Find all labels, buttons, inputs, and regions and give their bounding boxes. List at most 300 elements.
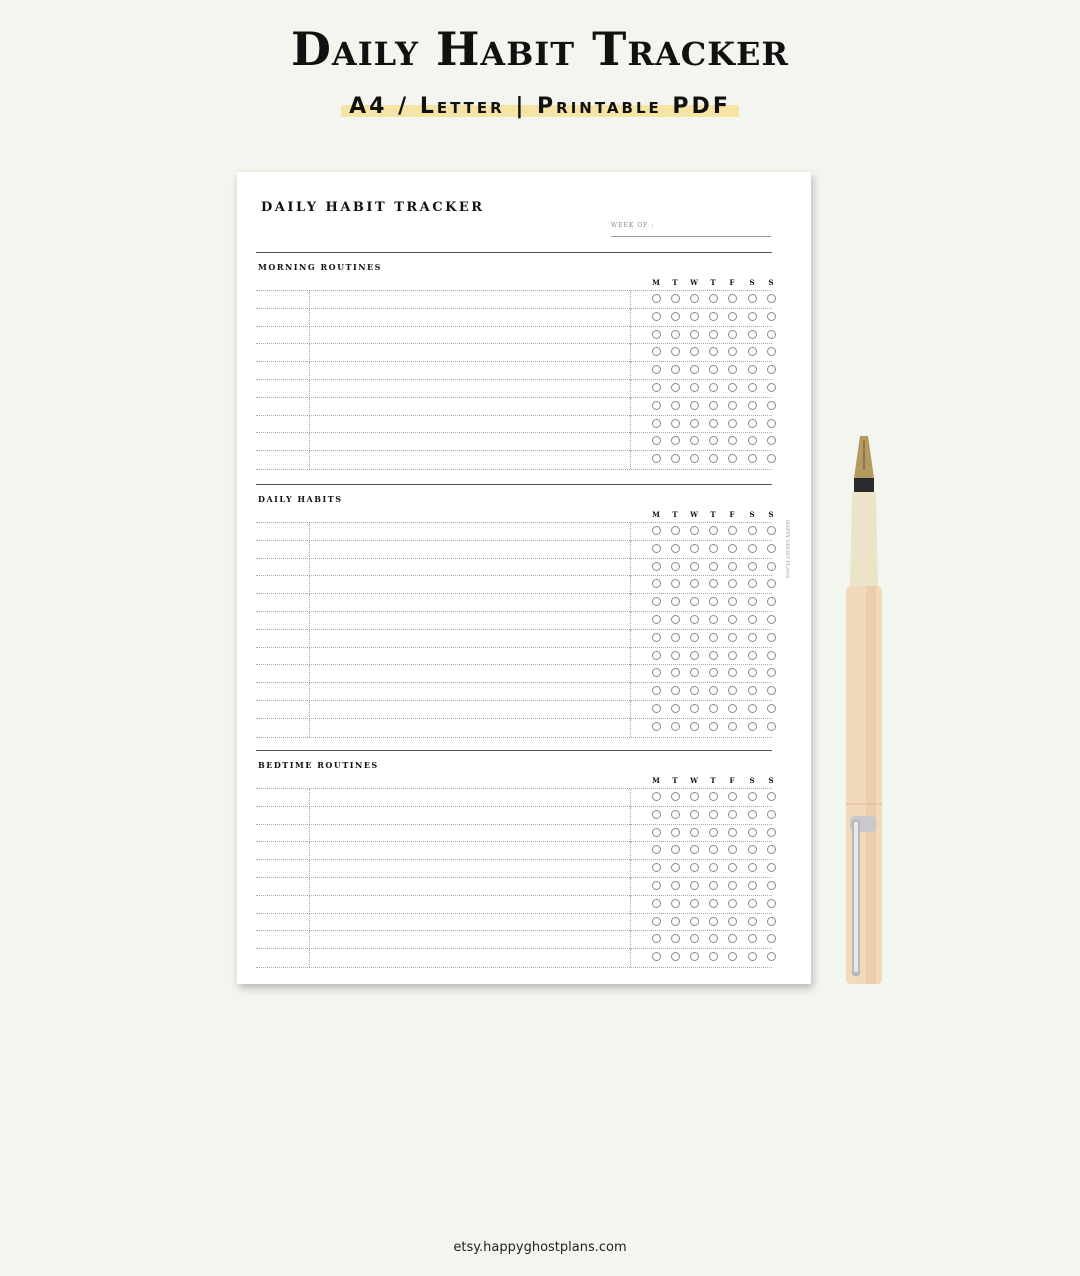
checkbox-circle[interactable] <box>671 597 680 606</box>
checkbox-circle[interactable] <box>728 828 737 837</box>
checkbox-circle[interactable] <box>767 294 776 303</box>
checkbox-circle[interactable] <box>748 668 757 677</box>
habit-row[interactable] <box>256 930 772 949</box>
checkbox-circle[interactable] <box>690 704 699 713</box>
day-header: S <box>749 510 755 519</box>
checkbox-circle[interactable] <box>690 294 699 303</box>
checkbox-circle[interactable] <box>652 347 661 356</box>
column-divider <box>309 949 310 967</box>
checkbox-circle[interactable] <box>767 722 776 731</box>
habit-row[interactable] <box>256 895 772 914</box>
checkbox-circle[interactable] <box>709 704 718 713</box>
checkbox-circle[interactable] <box>728 668 737 677</box>
day-header: T <box>672 278 678 287</box>
checkbox-circle[interactable] <box>748 917 757 926</box>
checkbox-circle[interactable] <box>690 899 699 908</box>
column-divider <box>630 451 631 469</box>
day-header: F <box>729 278 735 287</box>
checkbox-circle[interactable] <box>671 419 680 428</box>
checkbox-circle[interactable] <box>709 615 718 624</box>
habit-row[interactable] <box>256 540 772 559</box>
section-0 <box>256 252 772 470</box>
checkbox-circle[interactable] <box>748 365 757 374</box>
checkbox-circle[interactable] <box>767 881 776 890</box>
checkbox-circle[interactable] <box>767 810 776 819</box>
checkbox-circle[interactable] <box>709 544 718 553</box>
checkbox-circle[interactable] <box>767 419 776 428</box>
checkbox-circle[interactable] <box>709 436 718 445</box>
checkbox-circle[interactable] <box>709 668 718 677</box>
habit-row[interactable] <box>256 718 772 738</box>
checkbox-circle[interactable] <box>671 562 680 571</box>
checkbox-circle[interactable] <box>652 792 661 801</box>
checkbox-circle[interactable] <box>671 330 680 339</box>
checkbox-circle[interactable] <box>728 383 737 392</box>
day-header: W <box>690 776 698 785</box>
checkbox-circle[interactable] <box>690 651 699 660</box>
checkbox-circle[interactable] <box>748 845 757 854</box>
checkbox-circle[interactable] <box>728 579 737 588</box>
checkbox-circle[interactable] <box>728 633 737 642</box>
habit-row[interactable] <box>256 877 772 896</box>
checkbox-circle[interactable] <box>652 312 661 321</box>
checkbox-circle[interactable] <box>671 845 680 854</box>
checkbox-circle[interactable] <box>709 365 718 374</box>
checkbox-circle[interactable] <box>728 810 737 819</box>
checkbox-circle[interactable] <box>748 863 757 872</box>
checkbox-circle[interactable] <box>671 668 680 677</box>
checkbox-circle[interactable] <box>709 401 718 410</box>
checkbox-circle[interactable] <box>748 562 757 571</box>
checkbox-circle[interactable] <box>671 579 680 588</box>
checkbox-circle[interactable] <box>728 704 737 713</box>
column-divider <box>630 344 631 362</box>
checkbox-circle[interactable] <box>671 917 680 926</box>
checkbox-circle[interactable] <box>748 526 757 535</box>
checkbox-circle[interactable] <box>690 934 699 943</box>
checkbox-circle[interactable] <box>767 934 776 943</box>
column-divider <box>630 576 631 594</box>
checkbox-circle[interactable] <box>728 526 737 535</box>
checkbox-circle[interactable] <box>652 934 661 943</box>
checkbox-circle[interactable] <box>728 544 737 553</box>
checkbox-circle[interactable] <box>690 917 699 926</box>
checkbox-circle[interactable] <box>652 722 661 731</box>
column-divider <box>309 683 310 701</box>
checkbox-circle[interactable] <box>652 863 661 872</box>
checkbox-circle[interactable] <box>671 881 680 890</box>
column-divider <box>309 807 310 825</box>
checkbox-circle[interactable] <box>709 845 718 854</box>
checkbox-circle[interactable] <box>767 401 776 410</box>
checkbox-circle[interactable] <box>748 330 757 339</box>
checkbox-circle[interactable] <box>690 383 699 392</box>
checkbox-circle[interactable] <box>748 828 757 837</box>
checkbox-circle[interactable] <box>709 863 718 872</box>
checkbox-circle[interactable] <box>652 686 661 695</box>
checkbox-circle[interactable] <box>652 526 661 535</box>
day-header: T <box>672 776 678 785</box>
checkbox-circle[interactable] <box>671 544 680 553</box>
checkbox-circle[interactable] <box>728 917 737 926</box>
checkbox-circle[interactable] <box>671 436 680 445</box>
checkbox-circle[interactable] <box>748 383 757 392</box>
checkbox-circle[interactable] <box>748 722 757 731</box>
checkbox-circle[interactable] <box>671 686 680 695</box>
checkbox-circle[interactable] <box>652 828 661 837</box>
checkbox-circle[interactable] <box>767 633 776 642</box>
checkbox-circle[interactable] <box>728 419 737 428</box>
checkbox-circle[interactable] <box>748 686 757 695</box>
checkbox-circle[interactable] <box>690 845 699 854</box>
checkbox-circle[interactable] <box>690 792 699 801</box>
checkbox-circle[interactable] <box>709 899 718 908</box>
checkbox-circle[interactable] <box>767 845 776 854</box>
checkbox-circle[interactable] <box>709 686 718 695</box>
checkbox-circle[interactable] <box>652 917 661 926</box>
checkbox-circle[interactable] <box>709 810 718 819</box>
checkbox-circle[interactable] <box>671 401 680 410</box>
checkbox-circle[interactable] <box>767 347 776 356</box>
habit-row[interactable] <box>256 379 772 398</box>
checkbox-circle[interactable] <box>767 454 776 463</box>
footer-url: etsy.happyghostplans.com <box>453 1240 627 1255</box>
habit-row[interactable] <box>256 290 772 309</box>
checkbox-circle[interactable] <box>767 562 776 571</box>
checkbox-circle[interactable] <box>690 330 699 339</box>
checkbox-circle[interactable] <box>767 436 776 445</box>
day-header: T <box>710 278 716 287</box>
checkbox-circle[interactable] <box>690 722 699 731</box>
column-divider <box>309 416 310 434</box>
checkbox-circle[interactable] <box>709 917 718 926</box>
checkbox-circle[interactable] <box>671 526 680 535</box>
checkbox-circle[interactable] <box>652 436 661 445</box>
checkbox-circle[interactable] <box>652 810 661 819</box>
checkbox-circle[interactable] <box>709 597 718 606</box>
habit-row[interactable] <box>256 522 772 541</box>
habit-row[interactable] <box>256 432 772 451</box>
checkbox-circle[interactable] <box>709 579 718 588</box>
checkbox-circle[interactable] <box>748 294 757 303</box>
column-divider <box>309 594 310 612</box>
day-header: M <box>652 510 660 519</box>
day-header: M <box>652 278 660 287</box>
checkbox-circle[interactable] <box>728 294 737 303</box>
checkbox-circle[interactable] <box>652 881 661 890</box>
checkbox-circle[interactable] <box>709 383 718 392</box>
checkbox-circle[interactable] <box>767 899 776 908</box>
checkbox-circle[interactable] <box>690 668 699 677</box>
checkbox-circle[interactable] <box>690 597 699 606</box>
checkbox-circle[interactable] <box>748 810 757 819</box>
checkbox-circle[interactable] <box>748 881 757 890</box>
checkbox-circle[interactable] <box>671 615 680 624</box>
checkbox-circle[interactable] <box>709 562 718 571</box>
column-divider <box>630 612 631 630</box>
checkbox-circle[interactable] <box>748 792 757 801</box>
checkbox-circle[interactable] <box>767 365 776 374</box>
checkbox-circle[interactable] <box>767 579 776 588</box>
checkbox-circle[interactable] <box>690 810 699 819</box>
day-header: T <box>710 510 716 519</box>
habit-row[interactable] <box>256 326 772 345</box>
checkbox-circle[interactable] <box>767 792 776 801</box>
checkbox-circle[interactable] <box>709 526 718 535</box>
checkbox-circle[interactable] <box>748 633 757 642</box>
checkbox-circle[interactable] <box>728 686 737 695</box>
banner-subtitle-text: A4 / Letter | Printable PDF <box>341 94 739 119</box>
checkbox-circle[interactable] <box>690 686 699 695</box>
checkbox-circle[interactable] <box>748 401 757 410</box>
checkbox-circle[interactable] <box>652 704 661 713</box>
column-divider <box>630 327 631 345</box>
checkbox-circle[interactable] <box>767 651 776 660</box>
checkbox-circle[interactable] <box>671 899 680 908</box>
checkbox-circle[interactable] <box>709 651 718 660</box>
checkbox-circle[interactable] <box>671 704 680 713</box>
checkbox-circle[interactable] <box>671 810 680 819</box>
checkbox-circle[interactable] <box>690 633 699 642</box>
checkbox-circle[interactable] <box>652 615 661 624</box>
checkbox-circle[interactable] <box>728 312 737 321</box>
habit-row[interactable] <box>256 593 772 612</box>
habit-row[interactable] <box>256 806 772 825</box>
checkbox-circle[interactable] <box>652 365 661 374</box>
checkbox-circle[interactable] <box>671 383 680 392</box>
checkbox-circle[interactable] <box>728 881 737 890</box>
checkbox-circle[interactable] <box>728 597 737 606</box>
day-header: W <box>690 510 698 519</box>
day-header: F <box>729 510 735 519</box>
checkbox-circle[interactable] <box>748 454 757 463</box>
section-1 <box>256 484 772 738</box>
checkbox-circle[interactable] <box>709 952 718 961</box>
column-divider <box>309 630 310 648</box>
checkbox-circle[interactable] <box>690 562 699 571</box>
column-divider <box>630 896 631 914</box>
checkbox-circle[interactable] <box>671 633 680 642</box>
checkbox-circle[interactable] <box>671 365 680 374</box>
column-divider <box>309 825 310 843</box>
checkbox-circle[interactable] <box>767 597 776 606</box>
checkbox-circle[interactable] <box>767 526 776 535</box>
fountain-pen-image <box>840 436 888 986</box>
checkbox-circle[interactable] <box>690 419 699 428</box>
habit-row[interactable] <box>256 611 772 630</box>
column-divider <box>309 291 310 309</box>
checkbox-circle[interactable] <box>671 312 680 321</box>
checkbox-circle[interactable] <box>767 383 776 392</box>
checkbox-circle[interactable] <box>748 651 757 660</box>
habit-row[interactable] <box>256 647 772 666</box>
checkbox-circle[interactable] <box>671 454 680 463</box>
habit-row[interactable] <box>256 308 772 327</box>
checkbox-circle[interactable] <box>748 436 757 445</box>
checkbox-circle[interactable] <box>690 952 699 961</box>
checkbox-circle[interactable] <box>652 401 661 410</box>
habit-row[interactable] <box>256 788 772 807</box>
checkbox-circle[interactable] <box>671 828 680 837</box>
checkbox-circle[interactable] <box>690 454 699 463</box>
checkbox-circle[interactable] <box>652 579 661 588</box>
checkbox-circle[interactable] <box>748 597 757 606</box>
checkbox-circle[interactable] <box>709 828 718 837</box>
checkbox-circle[interactable] <box>767 668 776 677</box>
checkbox-circle[interactable] <box>748 312 757 321</box>
checkbox-circle[interactable] <box>690 828 699 837</box>
checkbox-circle[interactable] <box>652 597 661 606</box>
habit-row[interactable] <box>256 700 772 719</box>
checkbox-circle[interactable] <box>728 899 737 908</box>
habit-row[interactable] <box>256 948 772 968</box>
checkbox-circle[interactable] <box>767 615 776 624</box>
checkbox-circle[interactable] <box>690 436 699 445</box>
habit-row[interactable] <box>256 859 772 878</box>
checkbox-circle[interactable] <box>748 899 757 908</box>
checkbox-circle[interactable] <box>748 934 757 943</box>
checkbox-circle[interactable] <box>671 294 680 303</box>
checkbox-circle[interactable] <box>671 952 680 961</box>
checkbox-circle[interactable] <box>728 436 737 445</box>
checkbox-circle[interactable] <box>690 579 699 588</box>
checkbox-circle[interactable] <box>748 704 757 713</box>
checkbox-circle[interactable] <box>652 419 661 428</box>
checkbox-circle[interactable] <box>728 454 737 463</box>
checkbox-circle[interactable] <box>748 419 757 428</box>
checkbox-circle[interactable] <box>728 952 737 961</box>
checkbox-circle[interactable] <box>767 704 776 713</box>
habit-row[interactable] <box>256 397 772 416</box>
checkbox-circle[interactable] <box>728 845 737 854</box>
banner-subtitle <box>0 94 1080 119</box>
checkbox-circle[interactable] <box>748 347 757 356</box>
column-divider <box>309 362 310 380</box>
checkbox-circle[interactable] <box>709 294 718 303</box>
checkbox-circle[interactable] <box>767 330 776 339</box>
checkbox-circle[interactable] <box>671 347 680 356</box>
checkbox-circle[interactable] <box>690 347 699 356</box>
habit-row[interactable] <box>256 664 772 683</box>
checkbox-circle[interactable] <box>652 562 661 571</box>
checkbox-circle[interactable] <box>671 792 680 801</box>
checkbox-circle[interactable] <box>728 863 737 872</box>
checkbox-circle[interactable] <box>671 863 680 872</box>
habit-row[interactable] <box>256 682 772 701</box>
checkbox-circle[interactable] <box>652 651 661 660</box>
checkbox-circle[interactable] <box>728 792 737 801</box>
checkbox-circle[interactable] <box>748 615 757 624</box>
checkbox-circle[interactable] <box>748 544 757 553</box>
column-divider <box>630 719 631 737</box>
checkbox-circle[interactable] <box>690 615 699 624</box>
column-divider <box>309 896 310 914</box>
checkbox-circle[interactable] <box>690 863 699 872</box>
habit-row[interactable] <box>256 450 772 470</box>
habit-row[interactable] <box>256 824 772 843</box>
habit-row[interactable] <box>256 629 772 648</box>
checkbox-circle[interactable] <box>767 686 776 695</box>
checkbox-circle[interactable] <box>748 579 757 588</box>
column-divider <box>309 380 310 398</box>
checkbox-circle[interactable] <box>690 401 699 410</box>
habit-row[interactable] <box>256 913 772 932</box>
checkbox-circle[interactable] <box>767 863 776 872</box>
checkbox-circle[interactable] <box>671 722 680 731</box>
checkbox-circle[interactable] <box>709 419 718 428</box>
checkbox-circle[interactable] <box>709 330 718 339</box>
checkbox-circle[interactable] <box>709 934 718 943</box>
column-divider <box>630 842 631 860</box>
checkbox-circle[interactable] <box>709 347 718 356</box>
checkbox-circle[interactable] <box>652 544 661 553</box>
habit-row[interactable] <box>256 361 772 380</box>
checkbox-circle[interactable] <box>652 845 661 854</box>
checkbox-circle[interactable] <box>652 952 661 961</box>
checkbox-circle[interactable] <box>690 526 699 535</box>
column-divider <box>309 309 310 327</box>
checkbox-circle[interactable] <box>709 633 718 642</box>
checkbox-circle[interactable] <box>652 633 661 642</box>
checkbox-circle[interactable] <box>690 365 699 374</box>
habit-row[interactable] <box>256 415 772 434</box>
checkbox-circle[interactable] <box>709 722 718 731</box>
checkbox-circle[interactable] <box>728 651 737 660</box>
column-divider <box>309 914 310 932</box>
checkbox-circle[interactable] <box>728 347 737 356</box>
checkbox-circle[interactable] <box>728 934 737 943</box>
checkbox-circle[interactable] <box>671 934 680 943</box>
checkbox-circle[interactable] <box>767 544 776 553</box>
checkbox-circle[interactable] <box>767 828 776 837</box>
column-divider <box>309 327 310 345</box>
checkbox-circle[interactable] <box>748 952 757 961</box>
checkbox-circle[interactable] <box>767 312 776 321</box>
checkbox-circle[interactable] <box>652 383 661 392</box>
checkbox-circle[interactable] <box>709 792 718 801</box>
checkbox-circle[interactable] <box>690 312 699 321</box>
checkbox-circle[interactable] <box>728 562 737 571</box>
column-divider <box>630 648 631 666</box>
checkbox-circle[interactable] <box>652 330 661 339</box>
checkbox-circle[interactable] <box>652 294 661 303</box>
checkbox-circle[interactable] <box>767 917 776 926</box>
column-divider <box>309 541 310 559</box>
checkbox-circle[interactable] <box>728 330 737 339</box>
column-divider <box>630 433 631 451</box>
section-rule <box>256 484 772 485</box>
checkbox-circle[interactable] <box>709 312 718 321</box>
checkbox-circle[interactable] <box>767 952 776 961</box>
checkbox-circle[interactable] <box>709 881 718 890</box>
checkbox-circle[interactable] <box>728 401 737 410</box>
checkbox-circle[interactable] <box>728 365 737 374</box>
checkbox-circle[interactable] <box>652 899 661 908</box>
habit-row[interactable] <box>256 558 772 577</box>
column-divider <box>630 309 631 327</box>
checkbox-circle[interactable] <box>728 722 737 731</box>
checkbox-circle[interactable] <box>690 881 699 890</box>
habit-row[interactable] <box>256 841 772 860</box>
checkbox-circle[interactable] <box>671 651 680 660</box>
checkbox-circle[interactable] <box>652 454 661 463</box>
checkbox-circle[interactable] <box>690 544 699 553</box>
checkbox-circle[interactable] <box>709 454 718 463</box>
habit-row[interactable] <box>256 575 772 594</box>
checkbox-circle[interactable] <box>728 615 737 624</box>
checkbox-circle[interactable] <box>652 668 661 677</box>
habit-row[interactable] <box>256 343 772 362</box>
